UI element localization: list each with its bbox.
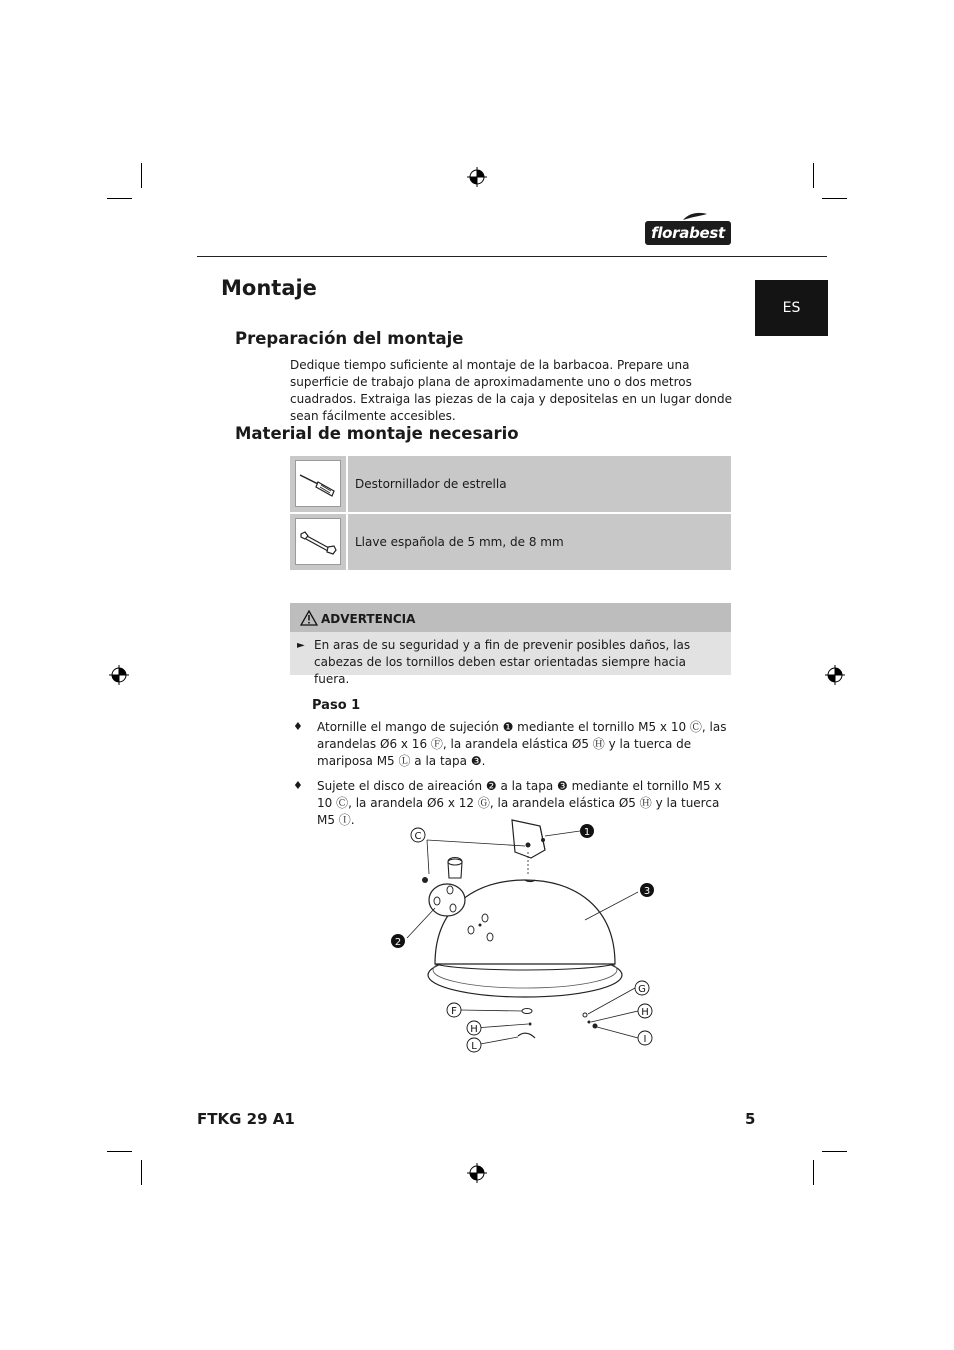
crop-mark: [822, 198, 847, 199]
registration-mark-icon: [467, 167, 487, 187]
warning-triangle-icon: [300, 610, 318, 626]
registration-mark-icon: [825, 665, 845, 685]
svg-text:F: F: [451, 1006, 457, 1017]
registration-mark-icon: [467, 1163, 487, 1183]
lid-handle: [512, 820, 545, 858]
svg-text:1: 1: [583, 827, 591, 838]
diamond-bullet-icon: ♦: [293, 720, 303, 733]
wrench-icon: [295, 518, 341, 565]
brand-logo: florabest: [645, 221, 731, 245]
footer-model: FTKG 29 A1: [197, 1110, 295, 1128]
callout-1: [580, 824, 594, 838]
preparation-text: Dedique tiempo suficiente al montaje de la barbacoa. Prepare una superficie de trabajo plana de aproximadamente uno o dos metros cuadrados. Extraiga las piezas de la caja y depositelas en un lugar donde sean fácilmente accesibles.: [290, 358, 733, 423]
tool-row: [290, 456, 731, 512]
svg-text:L: L: [471, 1041, 477, 1052]
callout-3: [640, 883, 654, 897]
callout-I: [638, 1031, 652, 1045]
crop-mark: [813, 163, 814, 188]
step-bullet-text: Sujete el disco de aireación ❷ a la tapa ❸ mediante el tornillo M5 x 10 Ⓒ, la arandela Ø6 x 12 Ⓖ, la arandela elástica Ø5 Ⓗ y la tuerca M5 Ⓘ.: [317, 779, 722, 827]
tool-row: [290, 514, 731, 570]
registration-mark-icon: [109, 665, 129, 685]
tool-label: Llave española de 5 mm, de 8 mm: [355, 535, 564, 549]
callout-G: [635, 981, 649, 995]
step-heading: Paso 1: [312, 698, 361, 713]
crop-mark: [141, 163, 142, 188]
warning-text: En aras de su seguridad y a fin de prevenir posibles daños, las cabezas de los tornillos deben estar orientadas siempre hacia fuera.: [314, 638, 691, 686]
svg-text:C: C: [414, 831, 422, 842]
callout-F: [447, 1003, 461, 1017]
callout-L: [467, 1038, 481, 1052]
page-title: Montaje: [221, 276, 317, 300]
svg-text:3: 3: [643, 886, 651, 897]
crop-mark: [107, 1151, 132, 1152]
callout-C: [411, 828, 425, 842]
preparation-heading: Preparación del montaje: [235, 329, 464, 348]
warning-title: ADVERTENCIA: [321, 612, 416, 626]
callout-2: [391, 934, 405, 948]
callout-H: [638, 1004, 652, 1018]
crop-mark: [141, 1160, 142, 1185]
language-tab: ES: [755, 280, 828, 336]
crop-mark: [822, 1151, 847, 1152]
arrow-right-icon: ►: [297, 640, 305, 651]
warning-body: [290, 632, 731, 686]
screwdriver-icon: [295, 460, 341, 507]
warning-header: [290, 603, 731, 632]
svg-text:2: 2: [394, 937, 402, 948]
crop-mark: [813, 1160, 814, 1185]
crop-mark: [107, 198, 132, 199]
materials-heading: Material de montaje necesario: [235, 424, 519, 443]
header-rule: [197, 256, 827, 257]
page-number: 5: [745, 1110, 756, 1128]
step-bullet-text: Atornille el mango de sujeción ❶ mediante el tornillo M5 x 10 Ⓒ, las arandelas Ø6 x 16 Ⓕ, la arandela elástica Ø5 Ⓗ y la tuerca de mariposa M5 Ⓛ a la tapa ❸.: [317, 720, 727, 768]
diamond-bullet-icon: ♦: [293, 779, 303, 792]
svg-text:H: H: [641, 1007, 649, 1018]
callout-H: [467, 1021, 481, 1035]
svg-text:G: G: [638, 984, 646, 995]
leaf-icon: [682, 212, 708, 221]
assembly-diagram: [385, 812, 665, 1057]
svg-text:I: I: [643, 1034, 647, 1045]
tool-label: Destornillador de estrella: [355, 477, 507, 491]
svg-text:H: H: [470, 1024, 478, 1035]
